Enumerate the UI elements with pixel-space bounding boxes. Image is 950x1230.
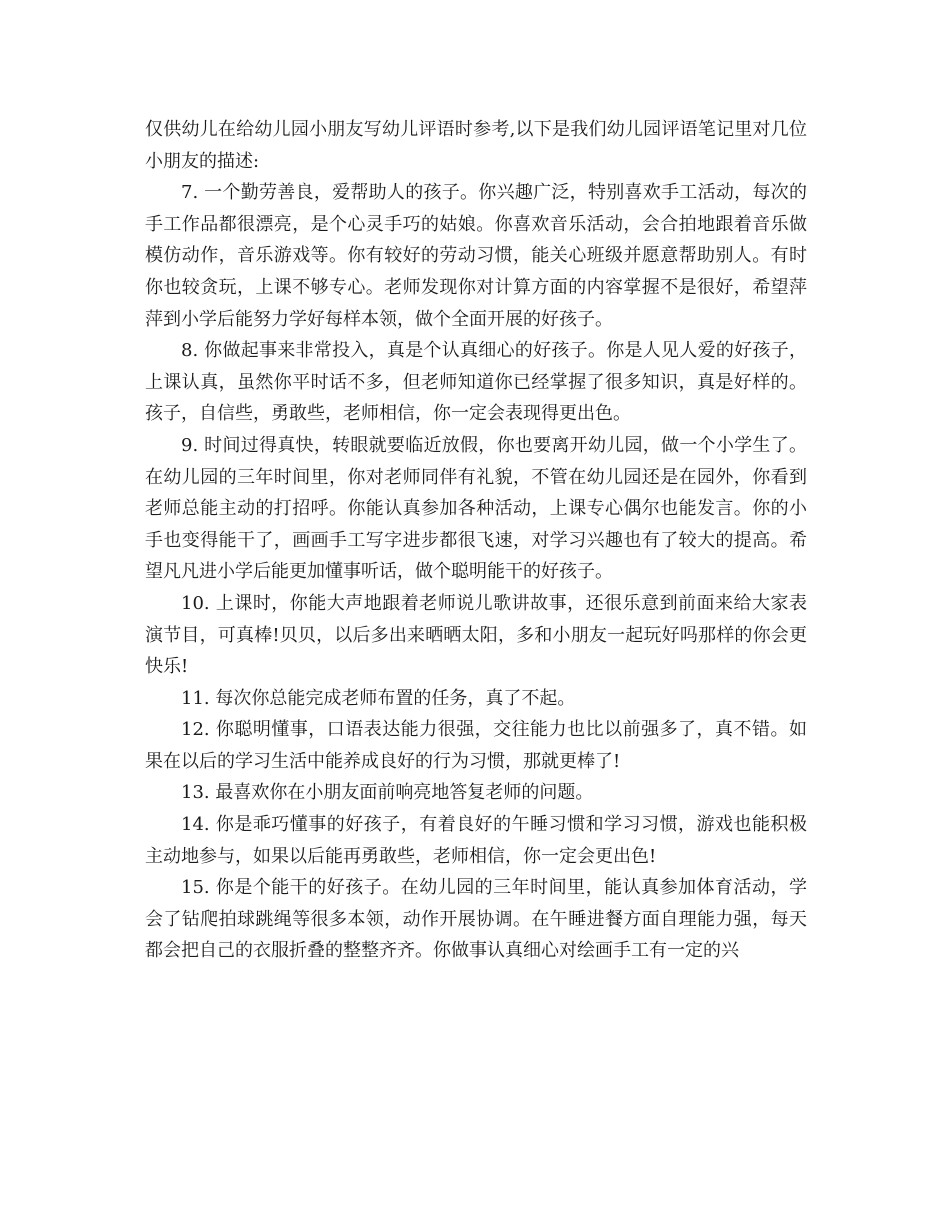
comment-paragraph-15: 15. 你是个能干的好孩子。在幼儿园的三年时间里，能认真参加体育活动，学会了钻爬拍球跳绳等很多本领，动作开展协调。在午睡进餐方面自理能力强，每天都会把自己的衣服折叠的整整齐齐。你做事认真细心对绘画手工有一定的兴 [145, 877, 807, 962]
comment-paragraph-9: 9. 时间过得真快，转眼就要临近放假，你也要离开幼儿园，做一个小学生了。在幼儿园的三年时间里，你对老师同伴有礼貌，不管在幼儿园还是在园外，你看到老师总能主动的打招呼。你能认真参加各种活动，上课专心偶尔也能发言。你的小手也变得能干了，画画手工写字进步都很飞速，对学习兴趣也有了较大的提高。希望凡凡进小学后能更加懂事听话，做个聪明能干的好孩子。 [145, 434, 807, 583]
document-body [145, 114, 807, 967]
intro-paragraph: 仅供幼儿在给幼儿园小朋友写幼儿评语时参考,以下是我们幼儿园评语笔记里对几位小朋友的描述: [145, 119, 807, 172]
comment-paragraph-7: 7. 一个勤劳善良，爱帮助人的孩子。你兴趣广泛，特别喜欢手工活动，每次的手工作品都很漂亮，是个心灵手巧的姑娘。你喜欢音乐活动，会合拍地跟着音乐做模仿动作，音乐游戏等。你有较好的劳动习惯，能关心班级并愿意帮助别人。有时你也较贪玩，上课不够专心。老师发现你对计算方面的内容掌握不是很好，希望萍萍到小学后能努力学好每样本领，做个全面开展的好孩子。 [145, 182, 807, 330]
comment-paragraph-10: 10. 上课时，你能大声地跟着老师说儿歌讲故事，还很乐意到前面来给大家表演节目，可真棒!贝贝，以后多出来晒晒太阳，多和小朋友一起玩好吗那样的你会更快乐! [145, 592, 807, 678]
comment-paragraph-12: 12. 你聪明懂事，口语表达能力很强，交往能力也比以前强多了，真不错。如果在以后的学习生活中能养成良好的行为习惯，那就更棒了! [145, 719, 807, 772]
comment-paragraph-8: 8. 你做起事来非常投入，真是个认真细心的好孩子。你是人见人爱的好孩子，上课认真，虽然你平时话不多，但老师知道你已经掌握了很多知识，真是好样的。孩子，自信些，勇敢些，老师相信，你一定会表现得更出色。 [145, 340, 807, 425]
comment-paragraph-11: 11. 每次你总能完成老师布置的任务，真了不起。 [181, 687, 576, 709]
comment-paragraph-13: 13. 最喜欢你在小朋友面前响亮地答复老师的问题。 [181, 782, 594, 804]
comment-paragraph-14: 14. 你是乖巧懂事的好孩子，有着良好的午睡习惯和学习习惯，游戏也能积极主动地参与，如果以后能再勇敢些，老师相信，你一定会更出色! [145, 814, 807, 867]
